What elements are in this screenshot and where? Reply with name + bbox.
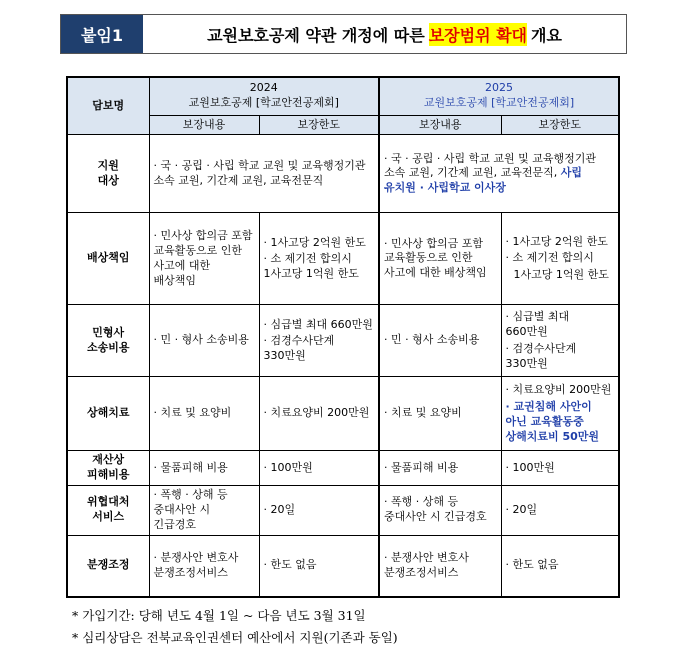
liability-2025-content: · 민사상 합의금 포함 교육활동으로 인한 사고에 대한 배상책임 xyxy=(379,213,501,305)
liability-2024-limit xyxy=(259,213,379,305)
liability-2025-limit-3: 1사고당 1억원 한도 xyxy=(513,268,609,282)
title-suffix: 개요 xyxy=(531,25,562,45)
row-name-injury: 상해치료 xyxy=(67,377,149,451)
footnote-counseling: * 심리상담은 전북교육인권센터 예산에서 지원(기존과 동일) xyxy=(72,630,398,645)
row-name-mediation: 분쟁조정 xyxy=(67,535,149,597)
liability-2024-limit-2: · 소 제기전 합의시 1사고당 1억원 한도 xyxy=(263,252,359,281)
threat-2025-content: · 폭행 · 상해 등 중대사안 시 긴급경호 xyxy=(379,486,501,536)
row-name-litigation: 민형사 소송비용 xyxy=(67,305,149,377)
header-2025-limit: 보장한도 xyxy=(501,115,619,135)
property-2024-content: · 물품피해 비용 xyxy=(149,451,259,486)
injury-2024-content: · 치료 및 요양비 xyxy=(149,377,259,451)
threat-2024-content: · 폭행 · 상해 등 중대사안 시 긴급경호 xyxy=(149,486,259,536)
mediation-2025-content: · 분쟁사안 변호사 분쟁조정서비스 xyxy=(379,535,501,597)
table-row xyxy=(67,486,619,536)
table-row xyxy=(67,377,619,451)
injury-2025-limit-1: · 치료요양비 200만원 xyxy=(505,383,612,397)
injury-2024-limit: · 치료요양비 200만원 xyxy=(259,377,379,451)
title-highlight: 보장범위 확대 xyxy=(429,23,527,46)
header-2024-limit: 보장한도 xyxy=(259,115,379,135)
mediation-2024-content: · 분쟁사안 변호사 분쟁조정서비스 xyxy=(149,535,259,597)
row-name-threat: 위협대처 서비스 xyxy=(67,486,149,536)
table-row xyxy=(67,305,619,377)
target-2025-added: 사립 유치원 · 사립학교 이사장 xyxy=(384,166,583,195)
header-2025 xyxy=(379,77,619,115)
mediation-2024-limit: · 한도 없음 xyxy=(259,535,379,597)
target-2024: · 국 · 공립 · 사립 학교 교원 및 교육행정기관 소속 교원, 기간제 교원, 교육전문직 xyxy=(149,135,379,213)
litigation-2024-limit-1: · 심급별 최대 660만원 xyxy=(263,317,373,331)
table-row xyxy=(67,135,619,213)
header-2024-content: 보장내용 xyxy=(149,115,259,135)
table-row xyxy=(67,535,619,597)
attachment-badge: 붙임1 xyxy=(61,15,143,53)
header-2025-name: 교원보호공제 [학교안전공제회] xyxy=(423,96,575,110)
target-2025-text: · 국 · 공립 · 사립 학교 교원 및 교육행정기관 소속 교원, 기간제 교원, 교육전문직, xyxy=(384,151,596,180)
liability-2025-limit xyxy=(501,213,619,305)
table-row xyxy=(67,451,619,486)
litigation-2024-limit xyxy=(259,305,379,377)
liability-2025-limit-2: · 소 제기전 합의시 xyxy=(505,251,594,265)
litigation-2025-limit-2: · 검경수사단계 330만원 xyxy=(505,341,577,370)
target-2025 xyxy=(379,135,619,213)
header-2024-year: 2024 xyxy=(249,81,278,95)
liability-2024-content: · 민사상 합의금 포함 교육활동으로 인한 사고에 대한 배상책임 xyxy=(149,213,259,305)
litigation-2025-content: · 민 · 형사 소송비용 xyxy=(379,305,501,377)
title-bar xyxy=(60,14,627,54)
row-name-target: 지원 대상 xyxy=(67,135,149,213)
coverage-table xyxy=(66,76,620,598)
header-2025-content: 보장내용 xyxy=(379,115,501,135)
litigation-2024-content: · 민 · 형사 소송비용 xyxy=(149,305,259,377)
property-2025-content: · 물품피해 비용 xyxy=(379,451,501,486)
property-2025-limit: · 100만원 xyxy=(501,451,619,486)
header-2025-year: 2025 xyxy=(485,81,513,95)
header-2024 xyxy=(149,77,379,115)
property-2024-limit: · 100만원 xyxy=(259,451,379,486)
injury-2025-limit xyxy=(501,377,619,451)
litigation-2024-limit-2: · 검경수사단계 330만원 xyxy=(263,334,335,363)
footnotes xyxy=(72,605,398,649)
injury-2025-limit-added: · 교권침해 사안이 아닌 교육활동중 상해치료비 50만원 xyxy=(505,400,600,443)
injury-2025-content: · 치료 및 요양비 xyxy=(379,377,501,451)
threat-2024-limit: · 20일 xyxy=(259,486,379,536)
footnote-enrollment-period: * 가입기간: 당해 년도 4월 1일 ~ 다음 년도 3월 31일 xyxy=(72,608,366,623)
threat-2025-limit: · 20일 xyxy=(501,486,619,536)
title-prefix: 교원보호공제 약관 개정에 따른 xyxy=(207,25,425,45)
header-2024-name: 교원보호공제 [학교안전공제회] xyxy=(188,96,339,110)
litigation-2025-limit xyxy=(501,305,619,377)
litigation-2025-limit-1: · 심급별 최대 660만원 xyxy=(505,310,570,338)
row-name-property: 재산상 피해비용 xyxy=(67,451,149,486)
header-coverage-name: 담보명 xyxy=(67,77,149,135)
document-title xyxy=(143,15,626,53)
liability-2025-limit-1: · 1사고당 2억원 한도 xyxy=(505,234,608,248)
row-name-liability: 배상책임 xyxy=(67,213,149,305)
mediation-2025-limit: · 한도 없음 xyxy=(501,535,619,597)
liability-2024-limit-1: · 1사고당 2억원 한도 xyxy=(263,235,366,249)
table-row xyxy=(67,213,619,305)
